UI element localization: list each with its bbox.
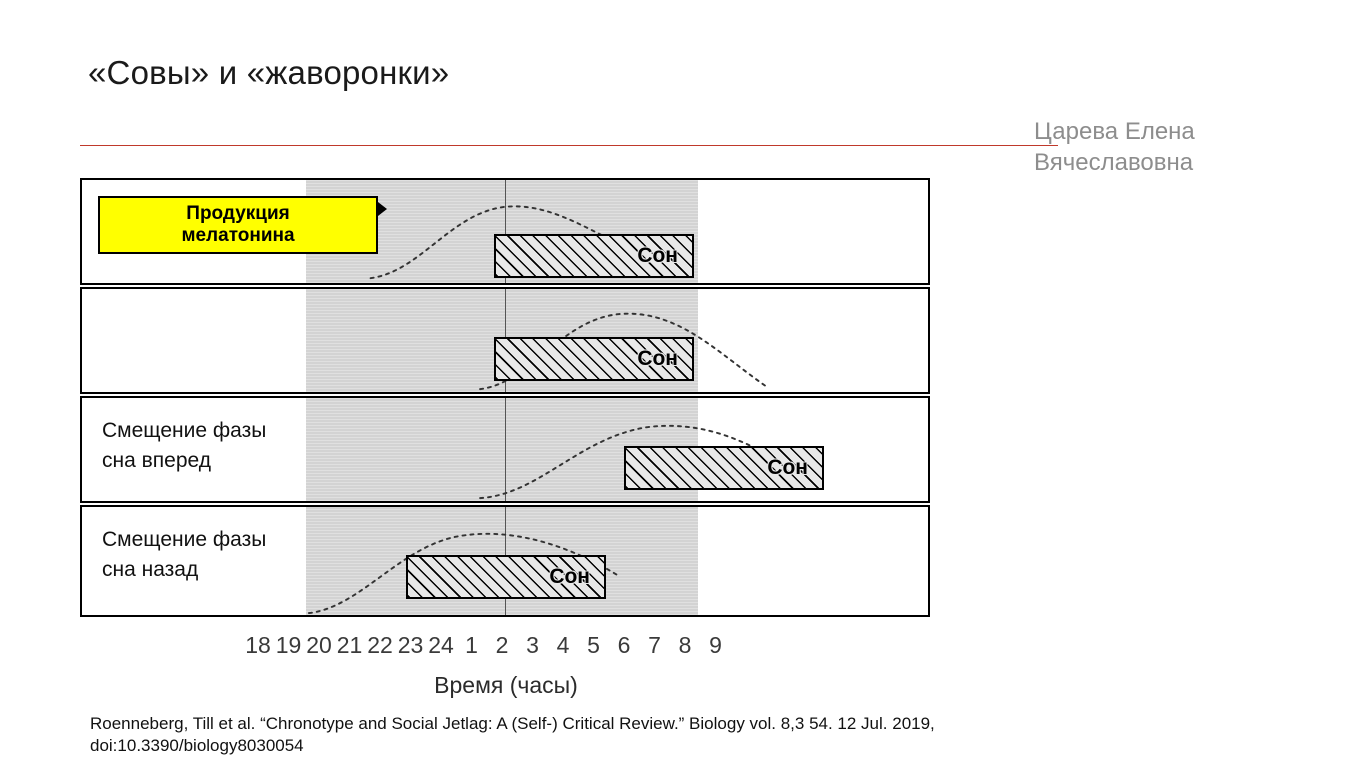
- chronotype-diagram: [80, 178, 932, 620]
- title-divider: [80, 145, 1058, 146]
- axis-tick-6: 6: [617, 632, 631, 658]
- row-label-line2: сна назад: [102, 558, 199, 581]
- row-label-line2: сна вперед: [102, 449, 211, 472]
- sleep-bar: [494, 234, 694, 278]
- row-label-line1: Смещение фазы: [102, 419, 267, 442]
- sleep-bar: [494, 337, 694, 381]
- axis-tick-4: 4: [556, 632, 570, 658]
- author-block: [1034, 116, 1304, 178]
- axis-tick-21: 21: [336, 632, 363, 658]
- sleep-bar: [624, 446, 824, 490]
- axis-tick-7: 7: [648, 632, 661, 658]
- axis-tick-1: 1: [465, 632, 478, 658]
- author-name-line2: Вячеславовна: [1034, 149, 1194, 176]
- sleep-bar-label: Сон: [767, 456, 808, 479]
- axis-title: Время (часы): [434, 672, 578, 698]
- axis-tick-19: 19: [275, 632, 302, 658]
- page-title: «Совы» и «жаворонки»: [88, 54, 450, 91]
- citation-line1: Roenneberg, Till et al. “Chronotype and Social Jetlag: A (Self-) Critical Review.” Biology vol. 8,3 54. 12 Jul. 2019,: [90, 714, 935, 733]
- axis-tick-18: 18: [245, 632, 271, 658]
- sleep-bar-label: Сон: [637, 244, 678, 267]
- citation-line2: doi:10.3390/biology8030054: [90, 736, 304, 755]
- author-name-line1: Царева Елена: [1034, 118, 1195, 145]
- citation: [90, 713, 1210, 757]
- melatonin-label-line1: Продукция: [186, 203, 290, 224]
- row-label: [102, 416, 307, 476]
- sleep-bar-label: Сон: [637, 347, 678, 370]
- melatonin-label-line2: мелатонина: [181, 225, 295, 246]
- axis-tick-5: 5: [587, 632, 600, 658]
- axis-tick-9: 9: [709, 632, 722, 658]
- axis-tick-22: 22: [367, 632, 393, 658]
- axis-tick-23: 23: [397, 632, 424, 658]
- sleep-bar-label: Сон: [549, 565, 590, 588]
- arrow-icon: [378, 202, 387, 216]
- table-row: [80, 505, 930, 617]
- axis-tick-labels: [80, 632, 932, 662]
- axis-tick-20: 20: [306, 632, 332, 658]
- axis-tick-24: 24: [428, 632, 454, 658]
- table-row: [80, 287, 930, 394]
- axis-tick-2: 2: [495, 632, 509, 658]
- row-label-line1: Смещение фазы: [102, 528, 267, 551]
- axis-tick-8: 8: [678, 632, 692, 658]
- sleep-bar: [406, 555, 606, 599]
- row-label: [102, 525, 307, 585]
- axis-tick-3: 3: [526, 632, 539, 658]
- melatonin-production-box: [98, 196, 378, 254]
- midnight-line: [505, 398, 506, 501]
- table-row: [80, 178, 930, 285]
- table-row: [80, 396, 930, 503]
